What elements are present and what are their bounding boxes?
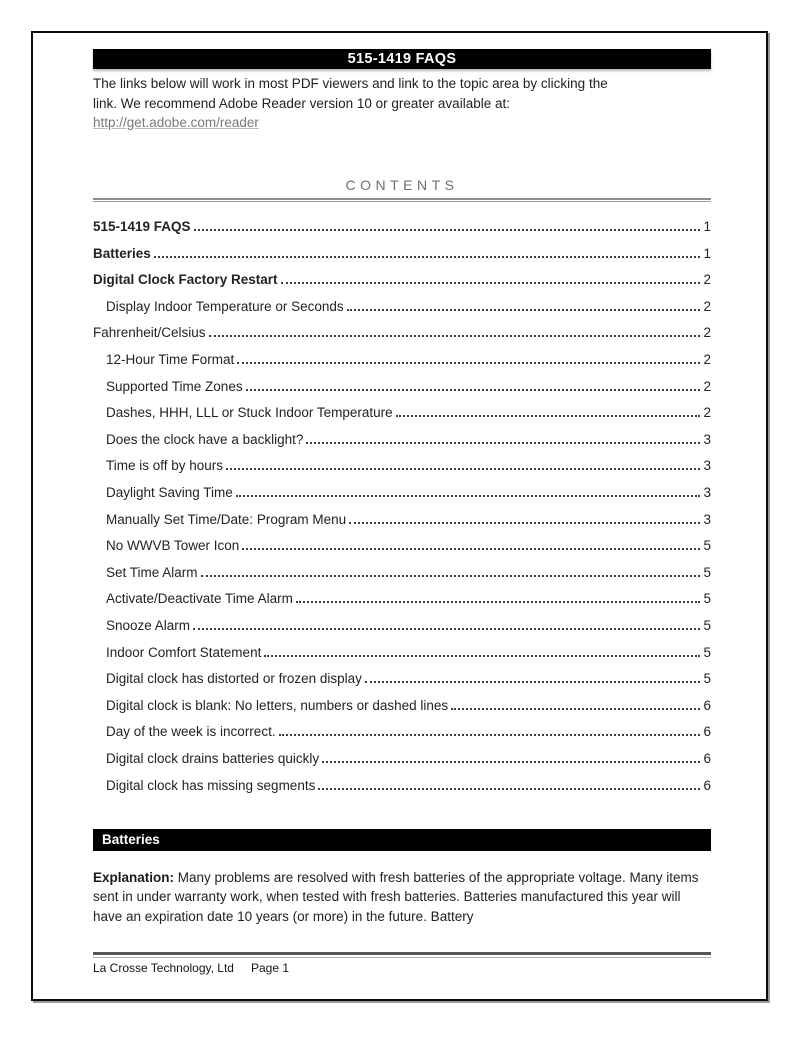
toc-dot-leader	[242, 548, 700, 550]
toc-entry-page-number: 1	[703, 219, 711, 235]
toc-entry-label: Digital Clock Factory Restart	[93, 272, 278, 288]
toc-entry[interactable]	[93, 208, 711, 235]
toc-list	[93, 208, 711, 793]
toc-entry-label: Supported Time Zones	[106, 378, 243, 394]
toc-entry-label: Manually Set Time/Date: Program Menu	[106, 511, 347, 527]
toc-entry-page-number: 2	[703, 378, 711, 394]
toc-entry-page-number: 6	[703, 724, 711, 740]
toc-dot-leader	[396, 415, 701, 417]
page-footer	[93, 961, 711, 975]
intro-paragraph	[93, 74, 711, 133]
toc-dot-leader	[154, 256, 701, 258]
page-border	[31, 31, 768, 1001]
toc-entry-page-number: 2	[703, 298, 711, 314]
toc-entry-label: Does the clock have a backlight?	[106, 431, 304, 447]
toc-entry[interactable]	[93, 527, 711, 554]
toc-entry-page-number: 5	[703, 591, 711, 607]
toc-dot-leader	[281, 282, 701, 284]
intro-line-2: link. We recommend Adobe Reader version 10 or greater available at:	[93, 95, 510, 111]
document-title: 515-1419 FAQS	[347, 51, 457, 67]
toc-entry[interactable]	[93, 314, 711, 341]
toc-dot-leader	[193, 628, 700, 630]
toc-entry-page-number: 1	[703, 245, 711, 261]
toc-entry[interactable]	[93, 234, 711, 261]
toc-entry-label: No WWVB Tower Icon	[106, 538, 240, 554]
footer-divider	[93, 952, 711, 958]
toc-entry[interactable]	[93, 420, 711, 447]
intro-line-1: The links below will work in most PDF viewers and link to the topic area by clicking the	[93, 76, 608, 91]
toc-entry-page-number: 3	[703, 511, 711, 527]
toc-entry-label: Time is off by hours	[106, 458, 224, 474]
toc-entry-page-number: 2	[703, 352, 711, 368]
footer-company: La Crosse Technology, Ltd	[93, 961, 234, 976]
toc-entry-page-number: 3	[703, 485, 711, 501]
toc-entry-page-number: 5	[703, 564, 711, 580]
batteries-section-title: Batteries	[102, 831, 160, 847]
toc-dot-leader	[226, 468, 700, 470]
toc-entry-label: Digital clock is blank: No letters, numbers or dashed lines	[106, 697, 449, 713]
page-content	[93, 33, 711, 975]
toc-entry-page-number: 2	[703, 272, 711, 288]
toc-entry-page-number: 5	[703, 538, 711, 554]
toc-entry[interactable]	[93, 660, 711, 687]
toc-entry[interactable]	[93, 553, 711, 580]
toc-entry[interactable]	[93, 340, 711, 367]
toc-dot-leader	[296, 601, 701, 603]
contents-divider	[93, 198, 711, 202]
toc-entry[interactable]	[93, 394, 711, 421]
toc-dot-leader	[194, 229, 701, 231]
toc-entry[interactable]	[93, 287, 711, 314]
toc-entry-page-number: 3	[703, 458, 711, 474]
toc-entry-page-number: 5	[703, 671, 711, 687]
explanation-label: Explanation:	[93, 869, 175, 885]
toc-entry-label: Set Time Alarm	[106, 564, 198, 580]
toc-entry-page-number: 2	[703, 405, 711, 421]
toc-entry-label: Fahrenheit/Celsius	[93, 325, 206, 341]
contents-heading: CONTENTS	[345, 176, 459, 193]
toc-entry-page-number: 6	[703, 777, 711, 793]
toc-entry-label: Dashes, HHH, LLL or Stuck Indoor Temperature	[106, 405, 393, 421]
batteries-section-bar	[93, 829, 711, 851]
toc-entry-label: 12-Hour Time Format	[106, 352, 235, 368]
adobe-reader-link[interactable]: http://get.adobe.com/reader	[93, 115, 259, 130]
explanation-text: Many problems are resolved with fresh batteries of the appropriate voltage. Many items sent in under warranty work, when tested with fresh batteries. Batteries manufactured this year will have an expiration date 10 years (or more) in the future. Battery	[93, 869, 699, 924]
toc-dot-leader	[237, 362, 700, 364]
toc-dot-leader	[451, 708, 700, 710]
toc-dot-leader	[306, 442, 700, 444]
toc-entry-label: Digital clock drains batteries quickly	[106, 750, 320, 766]
toc-entry-label: Digital clock has missing segments	[106, 777, 316, 793]
toc-entry[interactable]	[93, 447, 711, 474]
toc-entry[interactable]	[93, 261, 711, 288]
toc-dot-leader	[279, 734, 701, 736]
batteries-explanation	[93, 868, 711, 927]
toc-entry[interactable]	[93, 500, 711, 527]
toc-entry-label: Display Indoor Temperature or Seconds	[106, 298, 344, 314]
toc-dot-leader	[209, 335, 701, 337]
document-title-bar	[93, 49, 711, 69]
toc-dot-leader	[236, 495, 701, 497]
toc-dot-leader	[246, 389, 701, 391]
toc-dot-leader	[347, 309, 701, 311]
toc-entry-label: Snooze Alarm	[106, 618, 191, 633]
toc-entry-label: Indoor Comfort Statement	[106, 644, 262, 660]
toc-entry-label: Activate/Deactivate Time Alarm	[106, 591, 293, 607]
toc-entry[interactable]	[93, 473, 711, 500]
toc-entry-label: Digital clock has distorted or frozen display	[106, 671, 362, 687]
toc-dot-leader	[349, 522, 700, 524]
toc-entry-page-number: 2	[703, 325, 711, 341]
toc-entry[interactable]	[93, 766, 711, 793]
toc-entry[interactable]	[93, 713, 711, 740]
toc-dot-leader	[201, 575, 701, 577]
toc-entry[interactable]	[93, 367, 711, 394]
toc-entry-label: Day of the week is incorrect.	[106, 724, 276, 740]
toc-dot-leader	[365, 681, 701, 683]
toc-dot-leader	[318, 788, 700, 790]
toc-entry-page-number: 6	[703, 750, 711, 766]
toc-entry-page-number: 5	[703, 618, 711, 633]
toc-entry-label: 515-1419 FAQS	[93, 219, 191, 235]
toc-dot-leader	[322, 761, 700, 763]
toc-entry[interactable]	[93, 606, 711, 633]
toc-entry[interactable]	[93, 686, 711, 713]
toc-dot-leader	[264, 655, 700, 657]
toc-entry-page-number: 5	[703, 644, 711, 660]
toc-entry-label: Daylight Saving Time	[106, 485, 233, 501]
toc-entry[interactable]	[93, 580, 711, 607]
toc-entry[interactable]	[93, 633, 711, 660]
footer-page-number: Page 1	[250, 961, 290, 976]
toc-entry[interactable]	[93, 739, 711, 766]
toc-entry-page-number: 6	[703, 697, 711, 713]
toc-entry-label: Batteries	[93, 245, 151, 261]
toc-entry-page-number: 3	[703, 431, 711, 447]
